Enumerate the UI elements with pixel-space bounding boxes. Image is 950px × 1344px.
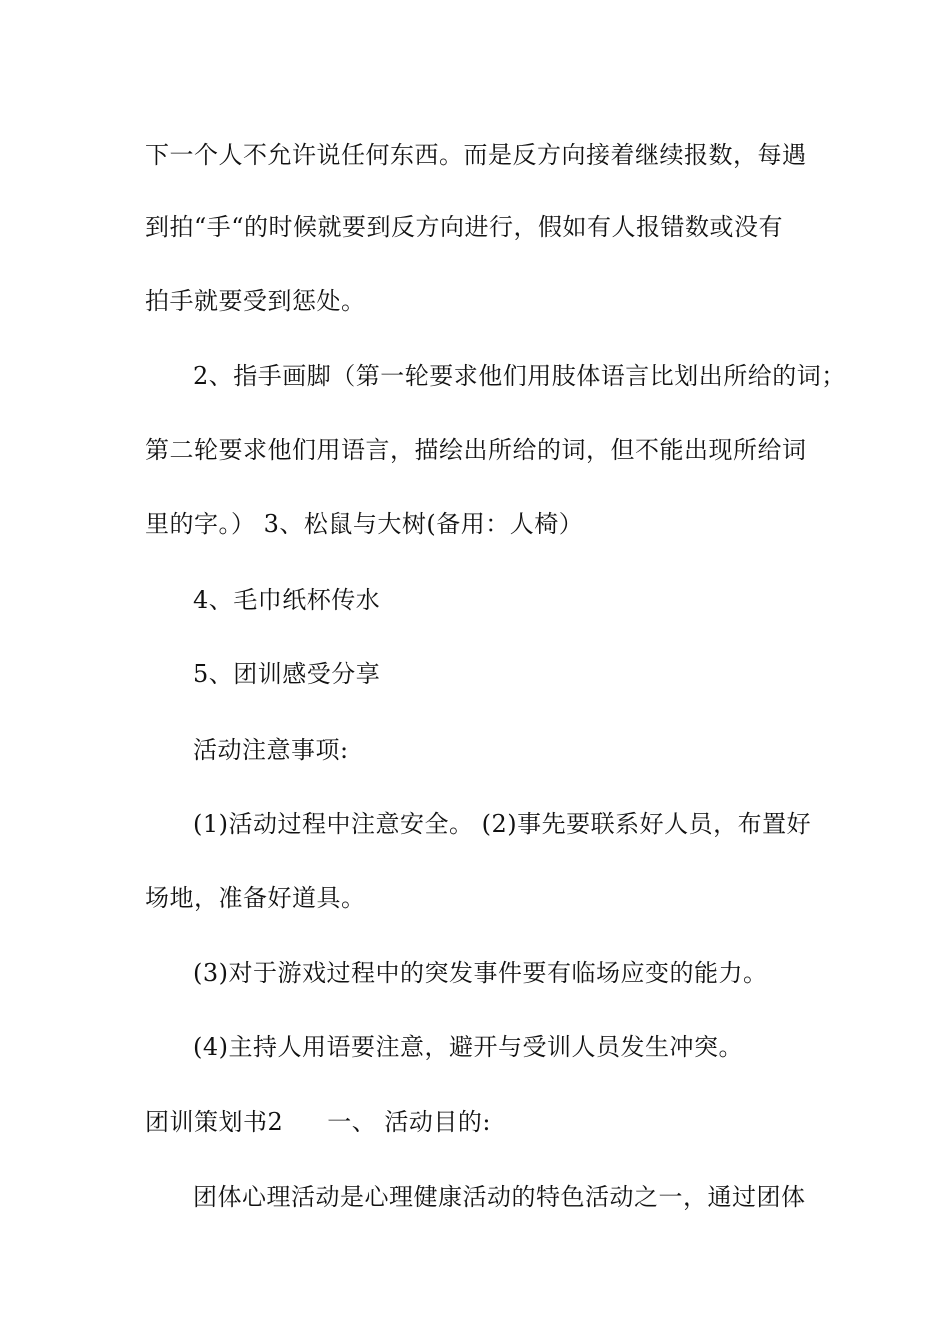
- section-title: 一、 活动目的:: [327, 1108, 491, 1136]
- list-item-4: 4、毛巾纸杯传水: [193, 586, 381, 614]
- paragraph-line: 场地，准备好道具。: [145, 884, 366, 912]
- list-item-5: 5、团训感受分享: [193, 660, 381, 688]
- paragraph-line: 下一个人不允许说任何东西。而是反方向接着继续报数，每遇: [145, 141, 807, 169]
- paragraph-line: 拍手就要受到惩处。: [145, 287, 366, 315]
- note-item: (4)主持人用语要注意，避开与受训人员发生冲突。: [193, 1033, 743, 1061]
- paragraph-line: 到拍“手“的时候就要到反方向进行，假如有人报错数或没有: [145, 213, 784, 241]
- list-item-2: 2、指手画脚（第一轮要求他们用肢体语言比划出所给的词；: [193, 362, 846, 390]
- notes-heading: 活动注意事项:: [193, 736, 349, 764]
- paragraph-line: 第二轮要求他们用语言，描绘出所给的词，但不能出现所给词: [145, 436, 807, 464]
- document-title: 团训策划书2: [145, 1108, 284, 1136]
- note-item: (1)活动过程中注意安全。 (2)事先要联系好人员，布置好: [193, 810, 812, 838]
- section-heading: [145, 1107, 491, 1137]
- paragraph-line: 团体心理活动是心理健康活动的特色活动之一，通过团体: [193, 1183, 806, 1211]
- list-item-3: 里的字。） 3、松鼠与大树(备用：人椅）: [145, 510, 584, 538]
- note-item: (3)对于游戏过程中的突发事件要有临场应变的能力。: [193, 959, 768, 987]
